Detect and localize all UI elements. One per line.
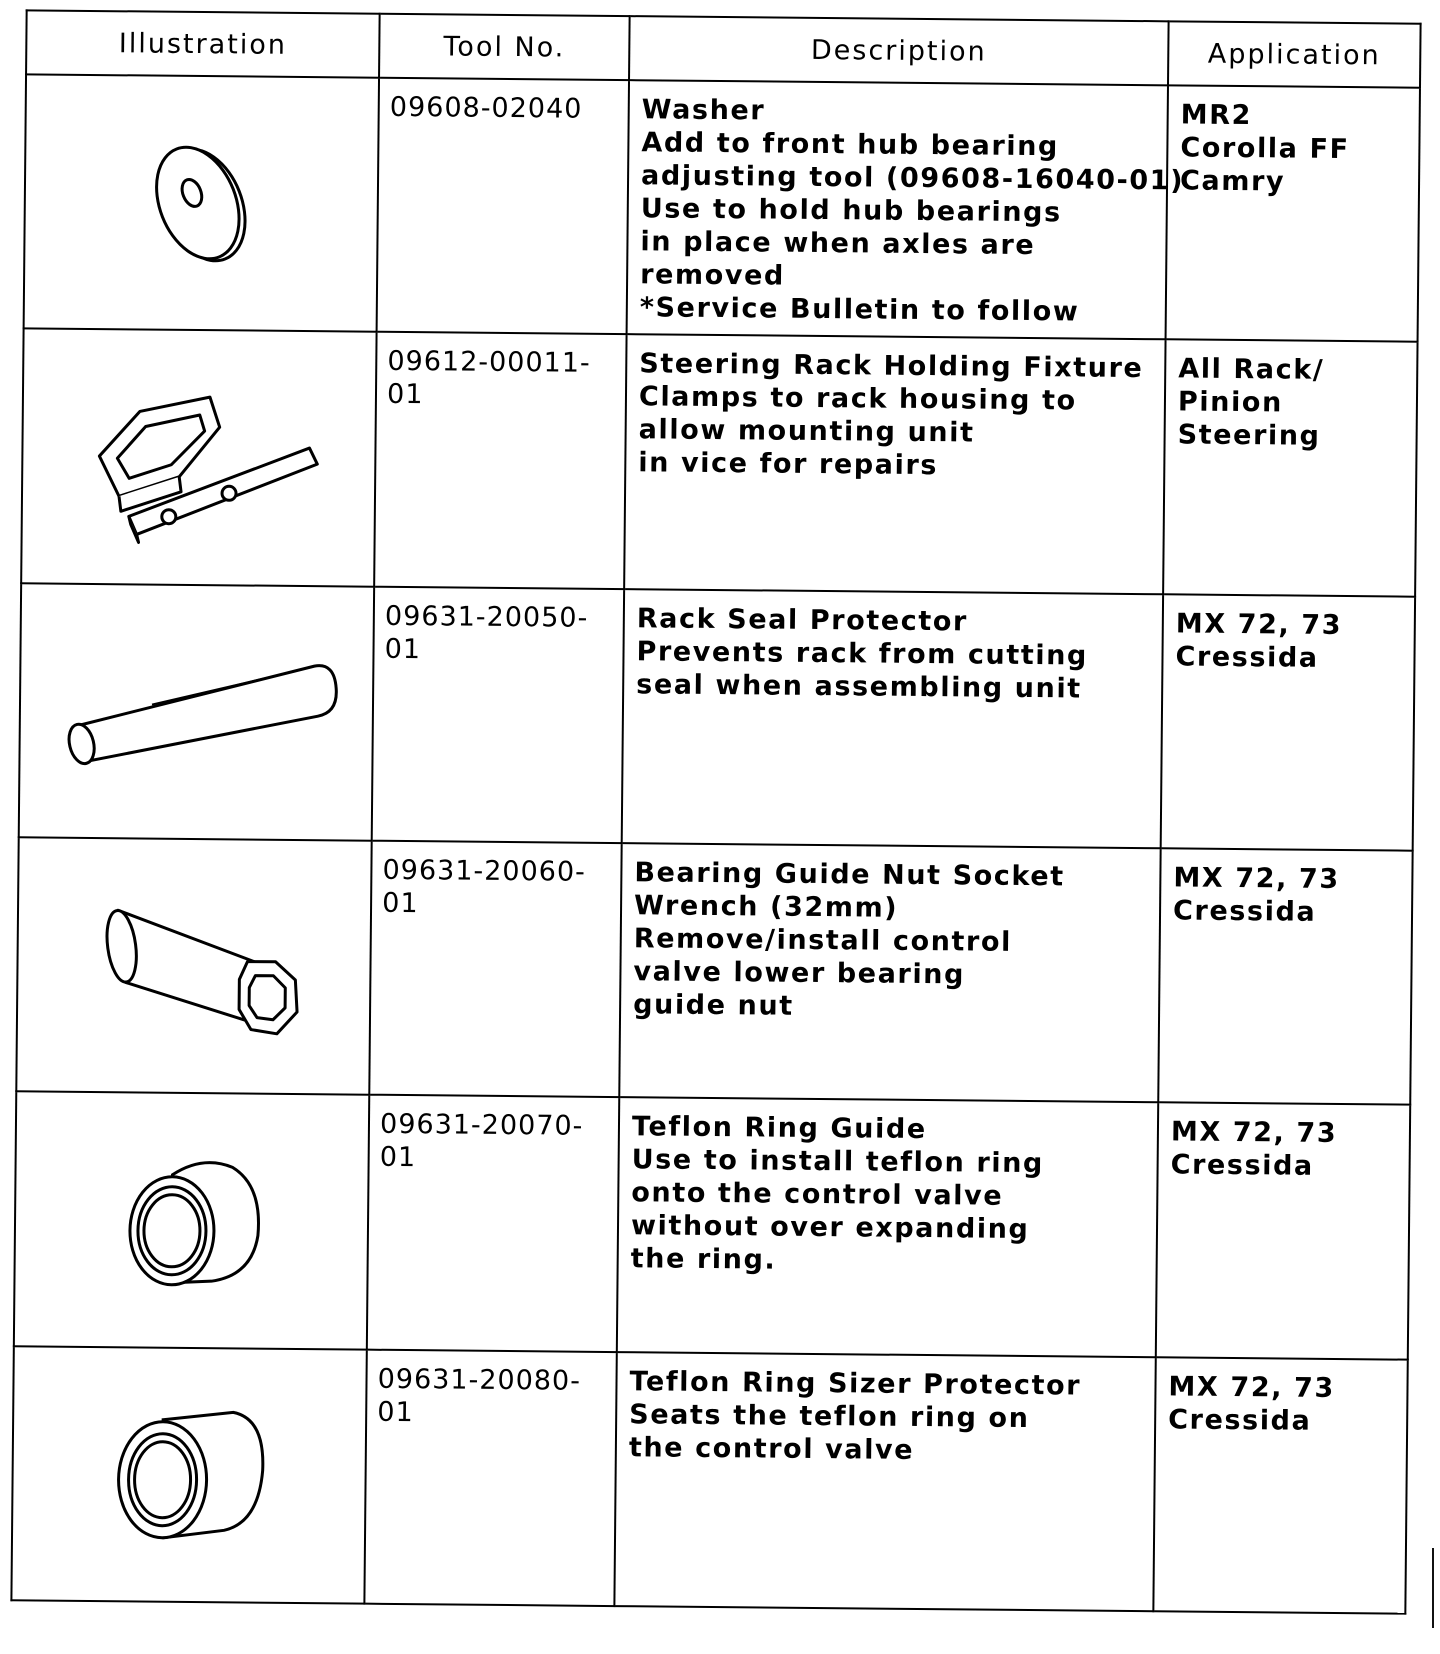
tool-no-cell: 09631-20050-01 [372,586,624,843]
application-line: Camry [1179,165,1286,198]
application-line: MX 72, 73 [1170,1116,1338,1150]
illustration-cell [14,1092,370,1350]
table-row [11,1346,1407,1614]
description-line: *Service Bulletin to follow [639,292,1080,328]
description-line: Remove/install control [633,923,1013,958]
description-cell [622,589,1163,848]
header-description: Description [629,16,1169,85]
description-line: Use to hold hub bearings [640,193,1062,229]
application-line: Cressida [1168,1404,1312,1437]
description-line: Bearing Guide Nut Socket [634,857,1065,893]
description-line: Seats the teflon ring on [629,1398,1030,1434]
application-line: Cressida [1175,641,1319,674]
application-cell [1166,85,1420,342]
socket-wrench-icon [78,890,309,1042]
rack-seal-protector-icon [51,645,342,778]
application-cell [1161,594,1415,851]
description-line: Rack Seal Protector [636,602,969,638]
description-line: onto the control valve [631,1177,1004,1213]
tool-no-cell: 09631-20080-01 [365,1349,617,1606]
description-cell [617,1097,1158,1356]
description-line: without over expanding [630,1210,1030,1246]
table-row [21,329,1417,597]
table-row [16,837,1412,1105]
tool-no-cell: 09631-20060-01 [369,841,621,1098]
illustration-cell [16,837,372,1095]
teflon-ring-guide-icon [111,1145,272,1297]
scan-edge-mark [1432,1548,1434,1628]
description-line: the control valve [628,1431,915,1466]
application-line: MR2 [1180,99,1253,132]
description-line: guide nut [633,989,794,1022]
application-line: Steering [1177,419,1321,453]
description-line: adjusting tool (09608-16040-01) [640,160,1185,197]
description-line: Teflon Ring Sizer Protector [629,1365,1082,1402]
application-line: Cressida [1170,1149,1314,1183]
application-line: MX 72, 73 [1175,608,1343,641]
description-line: Wrench (32mm) [633,890,899,924]
application-cell [1163,340,1417,597]
tool-table-sheet [10,9,1421,1614]
header-tool-no: Tool No. [379,14,629,80]
application-cell [1153,1357,1407,1614]
steering-rack-fixture-icon [58,366,340,549]
application-cell [1158,848,1412,1105]
tool-no-cell: 09612-00011-01 [374,332,626,589]
description-line: Washer [641,94,766,127]
description-line: in place when axles are [640,226,1036,262]
table-row [19,583,1415,851]
application-line: Corolla FF [1180,132,1350,166]
description-line: Use to install teflon ring [631,1144,1045,1180]
description-line: Teflon Ring Guide [631,1111,927,1146]
description-line: removed [640,259,786,292]
description-line: Prevents rack from cutting [636,635,1089,672]
illustration-cell [11,1346,367,1604]
application-line: Pinion [1177,386,1284,419]
application-line: All Rack/ [1178,353,1325,387]
application-line: MX 72, 73 [1173,862,1340,895]
special-tools-table [10,9,1421,1614]
washer-icon [131,123,273,284]
description-cell [619,843,1160,1102]
description-line: in vice for repairs [638,447,939,482]
description-cell [624,334,1165,593]
tool-no-cell: 09631-20070-01 [367,1095,619,1352]
illustration-cell [19,583,375,841]
description-line: seal when assembling unit [636,668,1082,705]
tool-no-cell: 09608-02040 [377,78,629,335]
header-application: Application [1168,21,1421,87]
description-line: Add to front hub bearing [641,127,1060,163]
description-line: Steering Rack Holding Fixture [639,348,1144,385]
description-cell [627,80,1185,339]
illustration-cell [21,329,377,587]
table-row [24,74,1420,342]
application-cell [1156,1103,1410,1360]
description-line: the ring. [630,1243,777,1276]
description-line: Clamps to rack housing to [638,381,1077,417]
table-row [14,1092,1410,1360]
application-line: MX 72, 73 [1168,1371,1335,1404]
description-line: valve lower bearing [633,956,966,991]
application-line: Cressida [1172,895,1317,928]
description-cell [614,1352,1155,1612]
illustration-cell [24,74,380,332]
header-illustration: Illustration [26,10,380,77]
teflon-ring-sizer-icon [103,1399,274,1551]
description-line: allow mounting unit [638,414,975,449]
